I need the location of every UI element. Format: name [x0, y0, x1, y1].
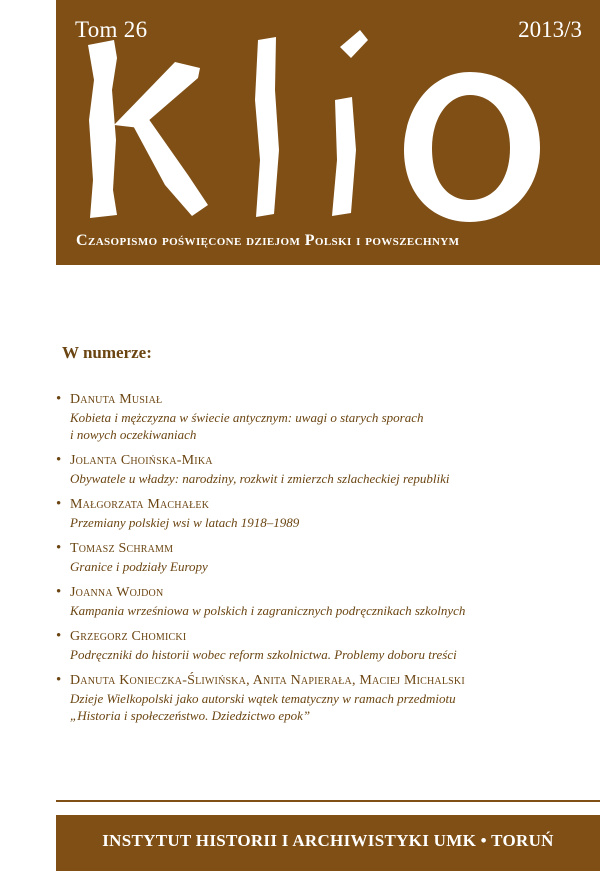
footer-divider [56, 800, 600, 802]
logo-letter-i-stem [332, 97, 356, 216]
logo-letter-k-leg [130, 118, 208, 216]
footer-band [56, 815, 600, 871]
bullet-icon: • [56, 496, 62, 512]
article-title-line: „Historia i społeczeństwo. Dziedzictwo epok” [70, 708, 311, 723]
article-title-line: Obywatele u władzy: narodziny, rozkwit i zmierzch szlacheckiej republiki [70, 471, 450, 486]
logo-letter-k-arm [114, 62, 200, 128]
article-title-line: Podręczniki do historii wobec reform szkolnictwa. Problemy doboru treści [70, 647, 457, 662]
bullet-icon: • [56, 540, 62, 556]
article-item [56, 452, 586, 487]
issue-number: 2013/3 [518, 17, 582, 42]
publisher-name: INSTYTUT HISTORII I ARCHIWISTYKI UMK • TORUŃ [102, 831, 554, 850]
bullet-icon: • [56, 391, 62, 407]
article-author: Małgorzata Machałek [70, 497, 210, 512]
logo-letter-l [255, 37, 279, 217]
article-title-line: Przemiany polskiej wsi w latach 1918–1989 [70, 515, 300, 530]
article-title-line: Dzieje Wielkopolski jako autorski wątek tematyczny w ramach przedmiotu [70, 691, 456, 706]
article-title-line: Granice i podziały Europy [70, 559, 208, 574]
article-author: Jolanta Choińska-Mika [70, 453, 213, 468]
bullet-icon: • [56, 452, 62, 468]
bullet-icon: • [56, 672, 62, 688]
logo-letter-k-stem [88, 40, 117, 218]
article-author: Tomasz Schramm [70, 541, 174, 556]
contents-heading: W numerze: [62, 343, 152, 362]
article-item [56, 628, 586, 663]
article-author: Danuta Konieczka-Śliwińska, Anita Napierała, Maciej Michalski [70, 673, 465, 688]
article-item [56, 672, 586, 724]
article-title-line: i nowych oczekiwaniach [70, 427, 197, 442]
logo-letter-o [404, 72, 540, 222]
article-item [56, 540, 586, 575]
logo-letter-i-accent [340, 30, 368, 58]
article-author: Danuta Musiał [70, 392, 163, 407]
article-title-line: Kampania wrześniowa w polskich i zagranicznych podręcznikach szkolnych [70, 603, 466, 618]
article-item [56, 391, 586, 443]
article-item [56, 584, 586, 619]
article-item [56, 496, 586, 531]
journal-logo [70, 0, 550, 230]
volume-number: Tom 26 [75, 17, 148, 42]
article-author: Grzegorz Chomicki [70, 629, 187, 644]
journal-subtitle: Czasopismo poświęcone dziejom Polski i powszechnym [76, 232, 460, 249]
bullet-icon: • [56, 628, 62, 644]
article-list [56, 391, 586, 733]
article-title-line: Kobieta i mężczyzna w świecie antycznym: uwagi o starych sporach [70, 410, 424, 425]
bullet-icon: • [56, 584, 62, 600]
article-author: Joanna Wojdon [70, 585, 164, 600]
